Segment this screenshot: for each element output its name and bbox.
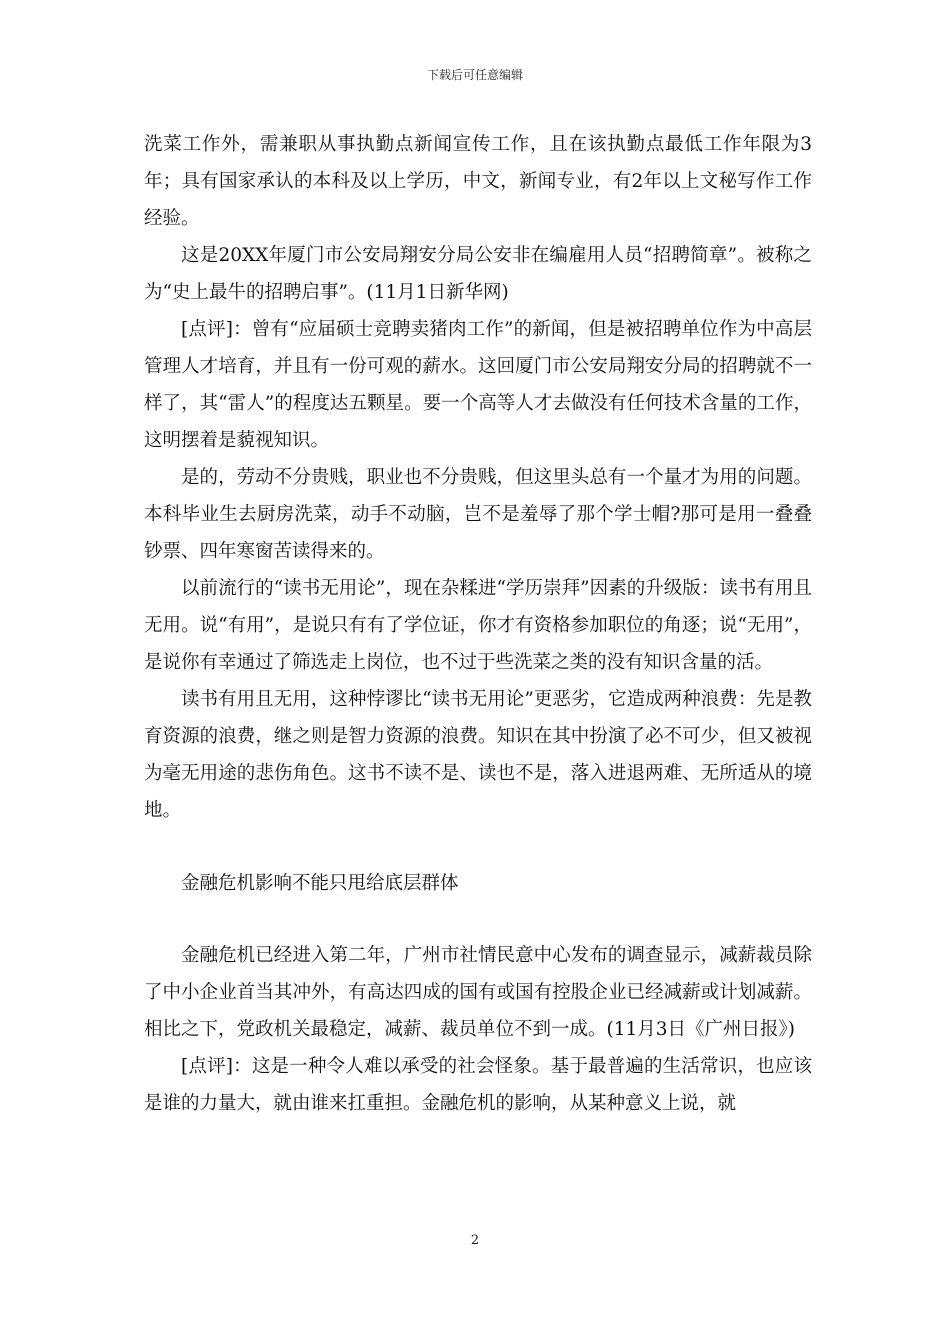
document-body [144,126,812,1122]
paragraph-continuation: 洗菜工作外，需兼职从事执勤点新闻宣传工作，且在该执勤点最低工作年限为3年；具有国家承认的本科及以上学历，中文，新闻专业，有2年以上文秘写作工作经验。 [144,134,812,229]
paragraph-labor: 是的，劳动不分贵贱，职业也不分贵贱，但这里头总有一个量才为用的问题。本科毕业生去厨房洗菜，动手不动脑，岂不是羞辱了那个学士帽?那可是用一叠叠钞票、四年寒窗苦读得来的。 [144,467,812,562]
paragraph-news-source: 这是20XX年厦门市公安局翔安分局公安非在编雇用人员“招聘简章”。被称之为“史上最牛的招聘启事”。(11月1日新华网) [144,245,812,303]
section-heading: 金融危机影响不能只甩给底层群体 [181,873,459,894]
paragraph-commentary-2: [点评]：这是一种令人难以承受的社会怪象。基于最普遍的生活常识，也应该是谁的力量大，就由谁来扛重担。金融危机的影响，从某种意义上说，就 [144,1056,812,1114]
page-number: 2 [470,1233,480,1248]
paragraph-commentary: [点评]：曾有“应届硕士竞聘卖猪肉工作”的新闻，但是被招聘单位作为中高层管理人才培育，并且有一份可观的薪水。这回厦门市公安局翔安分局的招聘就不一样了，其“雷人”的程度达五颗星。要一个高等人才去做没有任何技术含量的工作，这明摆着是藐视知识。 [144,319,812,451]
page-header: 下载后可任意编辑 [426,68,523,82]
paragraph-financial-crisis: 金融危机已经进入第二年，广州市社情民意中心发布的调查显示，减薪裁员除了中小企业首当其冲外，有高达四成的国有或国有控股企业已经减薪或计划减薪。相比之下，党政机关最稳定，减薪、裁员单位不到一成。(11月3日《广州日报》) [144,945,812,1040]
paragraph-reading-theory: 以前流行的“读书无用论”，现在杂糅进“学历崇拜”因素的升级版：读书有用且无用。说“有用”，是说只有有了学位证，你才有资格参加职位的角逐；说“无用”，是说你有幸通过了筛选走上岗位，也不过于些洗菜之类的没有知识含量的活。 [144,578,812,673]
paragraph-waste: 读书有用且无用，这种悖谬比“读书无用论”更恶劣，它造成两种浪费：先是教育资源的浪费，继之则是智力资源的浪费。知识在其中扮演了必不可少，但又被视为毫无用途的悲伤角色。这书不读不是、读也不是，落入进退两难、无所适从的境地。 [144,689,812,821]
